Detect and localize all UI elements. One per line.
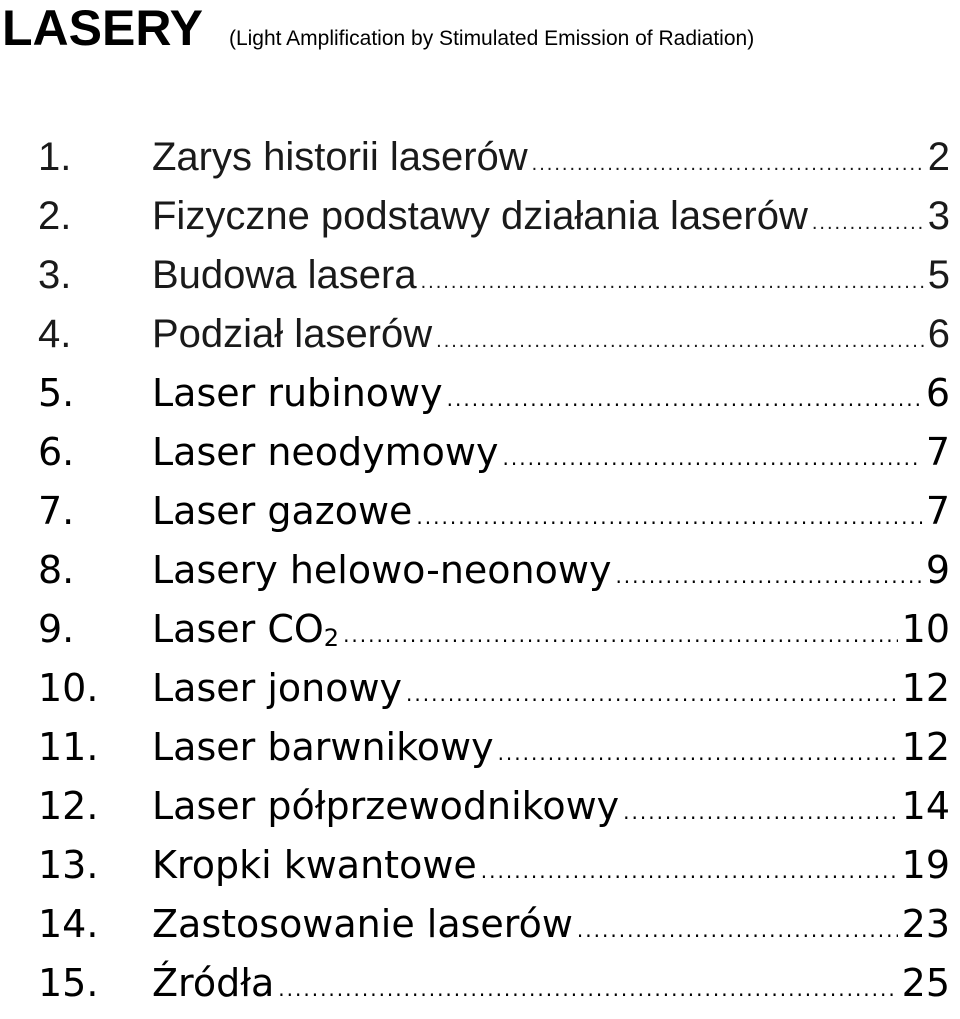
toc-entry: [0, 895, 960, 954]
toc-entry-page: 19: [901, 843, 950, 887]
toc-entry-number: 6.: [38, 430, 75, 474]
document-header: [2, 0, 754, 60]
toc-entry: [0, 777, 960, 836]
toc-entry-title: Laser półprzewodnikowy: [152, 784, 620, 828]
toc-entry-title: Budowa lasera: [152, 253, 417, 297]
toc-entry-number: 3.: [38, 253, 72, 297]
toc-entry-page: 2: [927, 135, 950, 179]
toc-entry-page: 6: [927, 312, 950, 356]
toc-entry-page: 9: [925, 548, 950, 592]
toc-entry: [0, 659, 960, 718]
toc-entry: [0, 246, 960, 305]
toc-entry-number: 5.: [38, 371, 75, 415]
toc-entry-page: 10: [901, 607, 950, 651]
toc-entry-title: Źródła: [152, 961, 275, 1005]
toc-entry-title: Fizyczne podstawy działania laserów: [152, 194, 808, 238]
table-of-contents: [0, 128, 960, 1013]
toc-entry-page: 7: [925, 489, 950, 533]
toc-leader-dots: [416, 488, 921, 547]
toc-entry: [0, 128, 960, 187]
toc-entry-title: Laser rubinowy: [152, 371, 443, 415]
toc-entry: [0, 954, 960, 1013]
toc-leader-dots: [812, 194, 924, 253]
toc-entry-page: 25: [901, 961, 950, 1005]
toc-entry: [0, 718, 960, 777]
toc-entry-page: 14: [901, 784, 950, 828]
toc-entry-page: 5: [927, 253, 950, 297]
toc-entry-title: Laser barwnikowy: [152, 725, 494, 769]
toc-entry-number: 7.: [38, 489, 75, 533]
toc-entry: [0, 364, 960, 423]
toc-entry-title: Laser gazowe: [152, 489, 413, 533]
toc-entry-page: 6: [925, 371, 950, 415]
page-title: LASERY: [2, 0, 203, 56]
toc-entry-number: 4.: [38, 312, 72, 356]
toc-entry-number: 1.: [38, 135, 72, 179]
toc-entry-number: 11.: [38, 725, 99, 769]
toc-leader-dots: [615, 547, 921, 606]
toc-entry-number: 14.: [38, 902, 99, 946]
toc-leader-dots: [406, 665, 898, 724]
toc-entry-title: Kropki kwantowe: [152, 843, 477, 887]
toc-leader-dots: [503, 429, 922, 488]
toc-entry-page: 3: [927, 194, 950, 238]
toc-entry-title-subscript: 2: [323, 624, 340, 652]
toc-entry-number: 13.: [38, 843, 99, 887]
toc-entry-page: 12: [901, 725, 950, 769]
toc-entry-page: 7: [925, 430, 950, 474]
toc-leader-dots: [577, 901, 898, 960]
toc-leader-dots: [498, 724, 898, 783]
toc-entry: [0, 423, 960, 482]
toc-entry: [0, 600, 960, 659]
toc-entry: [0, 541, 960, 600]
toc-entry-title: Laser neodymowy: [152, 430, 499, 474]
toc-entry-page: 12: [901, 666, 950, 710]
toc-entry-number: 15.: [38, 961, 99, 1005]
toc-leader-dots: [532, 135, 924, 194]
toc-entry-title: Laser jonowy: [152, 666, 403, 710]
toc-leader-dots: [481, 842, 898, 901]
toc-entry-title: [152, 600, 339, 659]
toc-entry-title: Podział laserów: [152, 312, 433, 356]
toc-leader-dots: [421, 253, 924, 312]
toc-entry-title: Lasery helowo-neonowy: [152, 548, 612, 592]
toc-leader-dots: [447, 370, 922, 429]
toc-entry-title-text: Laser CO: [152, 607, 324, 651]
toc-entry: [0, 482, 960, 541]
toc-entry-number: 10.: [38, 666, 99, 710]
toc-entry-title: Zastosowanie laserów: [152, 902, 573, 946]
toc-entry-number: 12.: [38, 784, 99, 828]
toc-entry: [0, 836, 960, 895]
toc-leader-dots: [278, 960, 897, 1019]
toc-entry: [0, 187, 960, 246]
toc-entry-page: 23: [901, 902, 950, 946]
toc-entry-number: 8.: [38, 548, 75, 592]
toc-entry-title: Zarys historii laserów: [152, 135, 528, 179]
toc-leader-dots: [436, 312, 924, 371]
toc-entry-number: 9.: [38, 607, 75, 651]
toc-entry: [0, 305, 960, 364]
toc-entry-number: 2.: [38, 194, 72, 238]
toc-leader-dots: [343, 606, 898, 665]
toc-leader-dots: [623, 783, 898, 842]
page-subtitle: (Light Amplification by Stimulated Emission of Radiation): [228, 27, 755, 50]
